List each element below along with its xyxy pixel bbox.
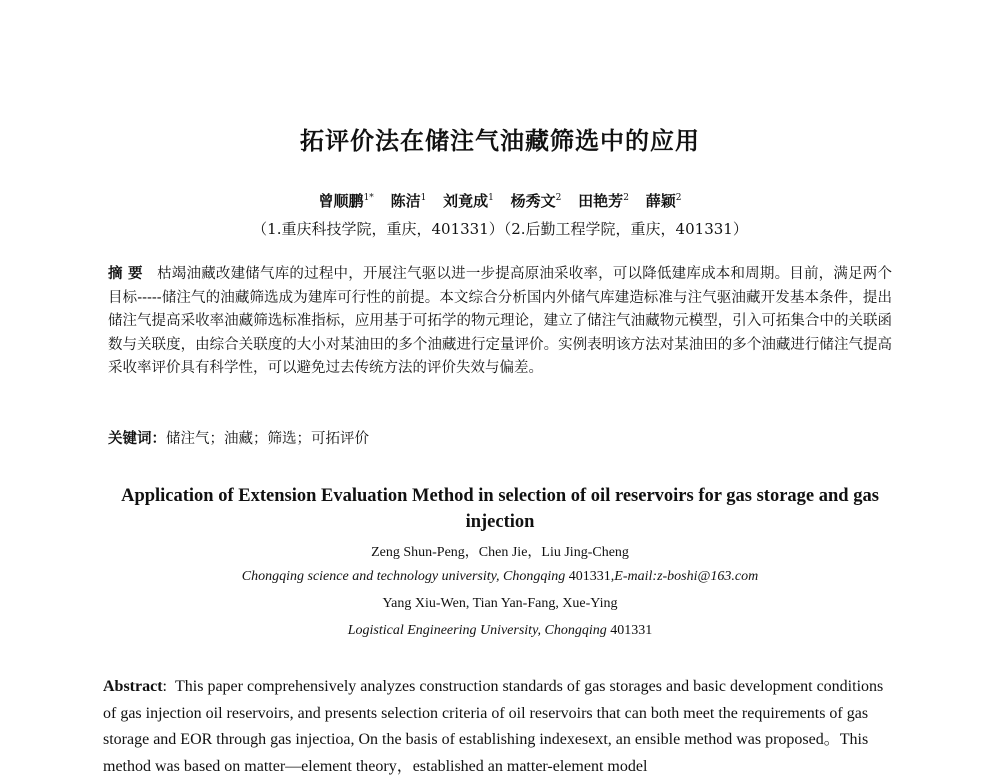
chinese-abstract <box>108 263 892 381</box>
author: 刘竟成$^1$ <box>443 192 494 210</box>
english-affiliation-2: Logistical Engineering University, Chongqing 401331 <box>347 623 653 638</box>
email-link[interactable]: E-mail:z-boshi@163.com <box>614 569 759 584</box>
english-authors-1: Zeng Shun-Peng，Chen Jie，Liu Jing-Cheng <box>371 545 629 560</box>
chinese-affiliations: （1.重庆科技学院，重庆，401331）（2.后勤工程学院，重庆，401331） <box>252 220 748 238</box>
chinese-authors <box>0 190 1000 211</box>
chinese-title: 拓评价法在储注气油藏筛选中的应用 <box>300 127 700 155</box>
author: 薛颖$^2$ <box>645 192 682 210</box>
english-abstract-text: This paper comprehensively analyzes construction standards of gas storages and basic development conditions of gas injection oil reservoirs, and presents selection criteria of oil reservoirs that can both meet the requirements of gas storage and EOR through gas injectioa, On the basis of establishing indexesext, an ensible method was proposed。This method was based on matter—element theory，established an matter-element model <box>103 678 884 775</box>
author: 陈洁$^1$ <box>390 192 427 210</box>
chinese-keywords-text: 储注气；油藏；筛选；可拓评价 <box>166 431 369 447</box>
english-title: Application of Extension Evaluation Method in selection of oil reservoirs for gas storage and gas injection <box>121 486 879 532</box>
english-abstract-label: Abstract <box>103 678 163 695</box>
english-abstract: Abstract: This paper comprehensively analyzes construction standards of gas storages and basic development conditions of gas injection oil reservoirs, and presents selection criteria of oil reservoirs that can both meet the requirements of gas storage and EOR through gas injectioa, On the basis of establishing indexesext, an ensible method was proposed。This method was based on matter—element theory，established an matter-element model <box>103 678 884 775</box>
chinese-keywords-label: 关键词： <box>108 431 166 447</box>
author: 杨秀文$^2$ <box>510 192 562 210</box>
chinese-keywords <box>108 428 892 450</box>
author: 田艳芳$^2$ <box>578 192 629 210</box>
english-affiliation-1: Chongqing science and technology university, Chongqing 401331,E-mail:z-boshi@163.com <box>241 569 759 584</box>
chinese-abstract-text: 枯竭油藏改建储气库的过程中，开展注气驱以进一步提高原油采收率，可以降低建库成本和周期。目前，满足两个目标-----储注气的油藏筛选成为建库可行性的前提。本文综合分析国内外储气库建造标准与注气驱油藏开发基本条件，提出储注气提高采收率油藏筛选标准指标，应用基于可拓学的物元理论，建立了储注气油藏物元模型，引入可拓集合中的关联函数与关联度，由综合关联度的大小对某油田的多个油藏进行定量评价。实例表明该方法对某油田的多个油藏进行储注气提高采收率评价具有科学性，可以避免过去传统方法的评价失效与偏差。 <box>108 266 892 376</box>
chinese-abstract-label: 摘 要 <box>108 266 143 282</box>
english-authors-2: Yang Xiu-Wen, Tian Yan-Fang, Xue-Ying <box>382 596 618 611</box>
author: 曾顺鹏$^{1*}$ <box>318 192 374 210</box>
